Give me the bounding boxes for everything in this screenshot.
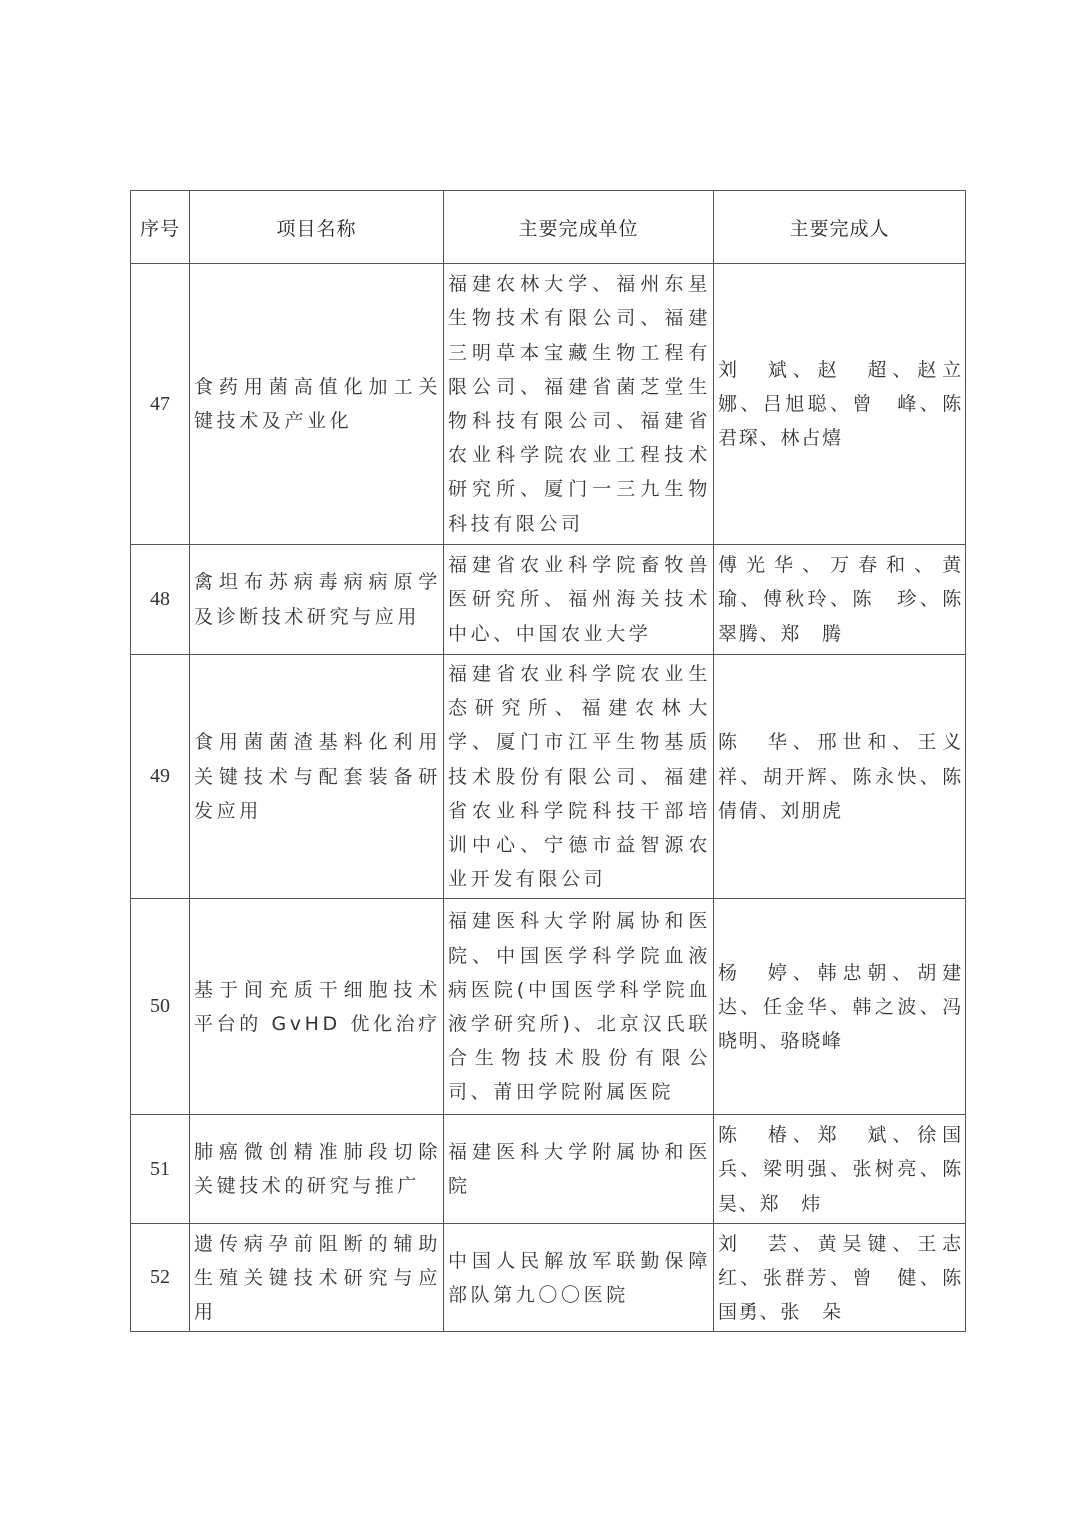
project-name: 食用菌菌渣基料化利用关键技术与配套装备研发应用 (194, 731, 441, 822)
main-unit-cell (444, 655, 714, 899)
main-unit: 福建医科大学附属协和医院、中国医学科学院血液病医院(中国医学科学院血液学研究所)、北京汉氏联合生物技术股份有限公司、莆田学院附属医院 (448, 910, 711, 1104)
row-number: 47 (131, 264, 190, 545)
main-persons-cell (714, 1115, 984, 1224)
project-name-cell (190, 655, 444, 899)
table-header-row (131, 191, 966, 264)
main-unit-cell (444, 264, 714, 545)
project-name-cell (190, 1224, 444, 1332)
row-number: 48 (131, 545, 190, 655)
main-persons: 陈 椿、郑 斌、徐国兵、梁明强、张树亮、陈 昊、郑 炜 (718, 1124, 984, 1215)
main-unit-cell (444, 1224, 714, 1332)
project-name: 遗传病孕前阻断的辅助生殖关键技术研究与应用 (194, 1232, 441, 1324)
main-unit-cell (444, 899, 714, 1115)
header-project-name: 项目名称 (190, 191, 444, 264)
project-name-cell (190, 899, 444, 1115)
main-unit-cell (444, 1115, 714, 1224)
project-name: 食药用菌高值化加工关键技术及产业化 (194, 375, 441, 432)
table-row (131, 545, 966, 655)
header-main-persons: 主要完成人 (714, 191, 966, 264)
row-number: 50 (131, 899, 190, 1115)
main-unit: 福建省农业科学院农业生态研究所、福建农林大学、厦门市江平生物基质技术股份有限公司、福建省农业科学院科技干部培训中心、宁德市益智源农业开发有限公司 (448, 663, 711, 891)
table-row (131, 264, 966, 545)
main-unit-cell (444, 545, 714, 655)
project-name-cell (190, 264, 444, 545)
main-persons: 傅光华、万春和、黄 瑜、傅秋玲、陈 珍、陈翠腾、郑 腾 (718, 554, 984, 645)
main-persons-cell (714, 655, 966, 899)
main-persons-cell (714, 264, 966, 545)
row-number: 49 (131, 655, 190, 899)
table-row (131, 1115, 966, 1224)
main-persons-cell (714, 1224, 966, 1332)
header-no: 序号 (131, 191, 190, 264)
project-name-cell (190, 1115, 444, 1224)
row-number: 51 (131, 1115, 190, 1224)
project-name-cell (190, 545, 444, 655)
main-unit: 福建省农业科学院畜牧兽医研究所、福州海关技术中心、中国农业大学 (448, 554, 711, 645)
main-unit: 中国人民解放军联勤保障部队第九〇〇医院 (448, 1249, 711, 1306)
table-row (131, 1224, 966, 1332)
award-table (130, 190, 984, 1332)
project-name: 禽坦布苏病毒病病原学及诊断技术研究与应用 (194, 571, 441, 628)
main-persons-cell (714, 899, 966, 1115)
project-name: 肺癌微创精准肺段切除关键技术的研究与推广 (194, 1141, 441, 1198)
main-unit: 福建农林大学、福州东星生物技术有限公司、福建三明草本宝藏生物工程有限公司、福建省菌芝堂生物科技有限公司、福建省农业科学院农业工程技术研究所、厦门一三九生物科技有限公司 (448, 273, 711, 535)
main-persons-cell (714, 545, 984, 655)
main-persons: 杨 婷、韩忠朝、胡建达、任金华、韩之波、冯晓明、骆晓峰 (718, 961, 963, 1053)
main-unit: 福建医科大学附属协和医院 (448, 1141, 711, 1198)
header-main-unit: 主要完成单位 (444, 191, 714, 264)
main-persons: 刘 芸、黄吴键、王志红、张群芳、曾 健、陈国勇、张 朵 (718, 1232, 963, 1324)
project-name: 基于间充质干细胞技术平台的 GvHD 优化治疗 (194, 978, 441, 1035)
main-persons: 刘 斌、赵 超、赵立娜、吕旭聪、曾 峰、陈君琛、林占熺 (718, 358, 963, 450)
table-row (131, 655, 966, 899)
table-row (131, 899, 966, 1115)
row-number: 52 (131, 1224, 190, 1332)
main-persons: 陈 华、邢世和、王义祥、胡开辉、陈永快、陈倩倩、刘朋虎 (718, 731, 963, 822)
